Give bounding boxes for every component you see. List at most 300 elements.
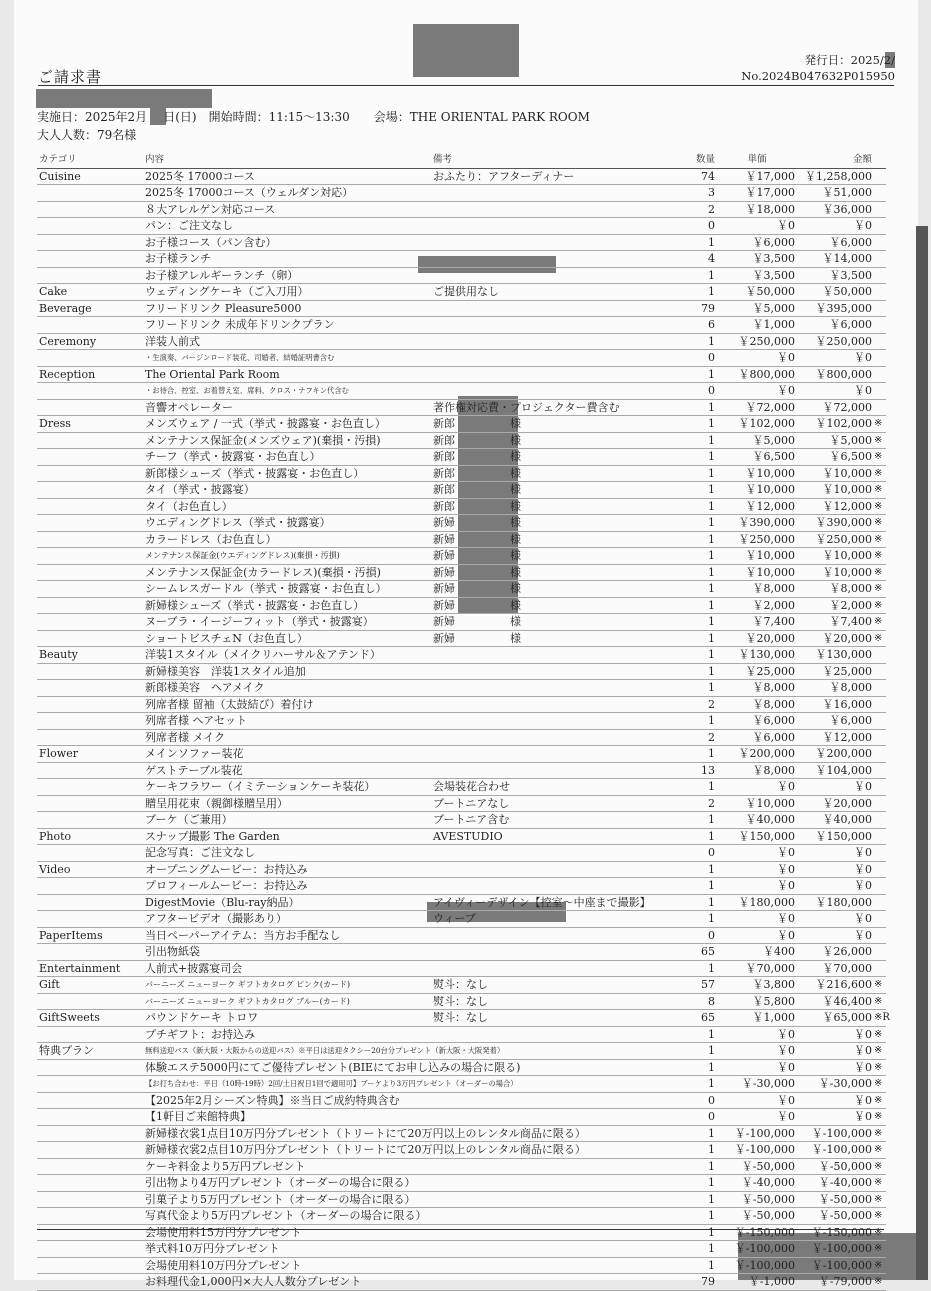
col-note: 備考	[433, 154, 453, 165]
table-row	[37, 251, 886, 268]
table-row	[37, 746, 886, 763]
row-content: お子様アレルギーランチ（卵）	[145, 268, 299, 282]
row-qty: 1	[708, 450, 715, 463]
row-qty: 1	[708, 582, 715, 595]
col-content: 内容	[145, 154, 165, 165]
row-content: メンテナンス保証金(カラードレス)(棄損・汚損)	[145, 565, 381, 579]
row-amount: ￥102,000	[815, 417, 872, 430]
table-row	[37, 466, 886, 483]
row-mark: ※	[874, 418, 883, 429]
table-row	[37, 1060, 886, 1077]
row-amount: ￥46,400	[822, 994, 872, 1008]
row-qty: 3	[708, 186, 715, 199]
row-unit-price: ￥0	[777, 912, 795, 925]
row-qty: 1	[708, 813, 715, 826]
row-content: 音響オペレーター	[145, 400, 233, 414]
row-qty: 1	[708, 631, 715, 645]
table-row	[37, 664, 886, 681]
row-qty: 8	[708, 994, 715, 1008]
row-amount: ￥0	[854, 846, 872, 859]
row-unit-price: ￥5,000	[752, 301, 795, 315]
row-amount: ￥-100,000	[811, 1143, 872, 1156]
row-content: 列席者様 ヘアセット	[145, 714, 248, 727]
table-row	[37, 515, 886, 532]
row-mark: ※	[874, 1094, 883, 1106]
row-content: 写真代金より5万円プレゼント（オーダーの場合に限る）	[145, 1209, 427, 1222]
row-unit-price: ￥70,000	[745, 961, 795, 975]
event-info	[37, 108, 590, 144]
row-content: ウェディングケーキ（ご入刀用）	[145, 285, 309, 298]
row-note: ウィーブ	[433, 912, 476, 925]
row-mark: ※	[874, 1111, 883, 1122]
row-mark: ※	[874, 1210, 883, 1221]
row-note: 熨斗：なし	[433, 1011, 488, 1024]
guest-count: 大人人数：79名様	[37, 128, 137, 142]
row-content: 当日ペーパーアイテム：当方お手配なし	[145, 928, 341, 942]
row-note: 新郎 様	[433, 433, 521, 447]
row-unit-price: ￥12,000	[745, 499, 795, 513]
row-mark: ※	[874, 1061, 883, 1073]
page-edge-shadow	[916, 226, 928, 1280]
row-amount: ￥1,258,000	[805, 169, 872, 183]
row-unit-price: ￥10,000	[745, 483, 795, 496]
row-content: アフタービデオ（撮影あり）	[145, 912, 288, 925]
table-row	[37, 763, 886, 780]
row-amount: ￥200,000	[815, 747, 872, 760]
table-row	[37, 433, 886, 450]
row-category: Beauty	[39, 648, 78, 661]
row-content: 会場使用料15万円分プレゼント	[145, 1225, 302, 1239]
row-content: チーフ（挙式・披露宴・お色直し）	[145, 450, 321, 463]
row-amount: ￥70,000	[822, 961, 872, 975]
row-content: ケーキフラワー（イミテーションケーキ装花）	[145, 780, 376, 793]
row-mark: ※	[874, 1226, 883, 1238]
row-qty: 65	[701, 1011, 715, 1024]
row-mark: ※	[874, 533, 883, 545]
row-unit-price: ￥50,000	[745, 285, 795, 298]
row-qty: 1	[708, 1027, 715, 1041]
row-qty: 1	[708, 780, 715, 793]
row-qty: 1	[708, 664, 715, 678]
row-amount: ￥-50,000	[818, 1192, 872, 1206]
row-content: 新婦様美容 洋装1スタイル追加	[145, 664, 306, 678]
row-content: お子様ランチ	[145, 252, 211, 265]
row-unit-price: ￥6,000	[752, 730, 795, 744]
row-content: 【2025年2月シーズン特典】※当日ご成約特典含む	[145, 1093, 400, 1107]
row-amount: ￥10,000	[822, 466, 872, 480]
row-content: 人前式+披露宴司会	[145, 961, 243, 975]
row-note: ブートニアなし	[433, 796, 510, 810]
row-mark: ※	[874, 1127, 883, 1139]
row-content: メインソファー装花	[145, 747, 244, 760]
row-qty: 1	[708, 648, 715, 661]
row-mark: ※	[874, 979, 883, 990]
row-content: DigestMovie（Blu-ray納品）	[145, 895, 300, 909]
row-note: 新婦 様	[433, 516, 521, 529]
row-qty: 1	[708, 268, 715, 282]
row-qty: 1	[708, 1044, 715, 1057]
issue-date: 発行日：2025/2/	[804, 53, 895, 67]
row-content: メンズウェア / 一式（挙式・披露宴・お色直し）	[145, 417, 386, 430]
row-content: ヌーブラ・イージーフィット（挙式・披露宴）	[145, 615, 374, 628]
row-unit-price: ￥7,400	[752, 615, 795, 628]
row-mark: ※	[874, 632, 883, 644]
redaction-block	[36, 89, 212, 108]
row-unit-price: ￥0	[777, 846, 795, 859]
row-content: お子様コース（パン含む）	[145, 235, 277, 249]
row-amount: ￥36,000	[822, 202, 872, 216]
table-row	[37, 367, 886, 384]
row-qty: 1	[708, 532, 715, 546]
row-qty: 0	[708, 384, 715, 397]
table-row	[37, 1274, 886, 1291]
row-qty: 1	[708, 598, 715, 612]
row-qty: 79	[701, 1275, 715, 1288]
row-amount: ￥14,000	[822, 252, 872, 265]
row-mark: ※	[874, 1045, 883, 1056]
row-unit-price: ￥72,000	[745, 400, 795, 414]
table-row	[37, 449, 886, 466]
row-mark: ※	[874, 1276, 883, 1287]
table-row	[37, 499, 886, 516]
row-mark: ※	[874, 484, 883, 495]
table-row	[37, 928, 886, 945]
row-unit-price: ￥3,800	[752, 978, 795, 991]
row-note: 著作権対応費・プロジェクター費含む	[433, 400, 620, 414]
table-row	[37, 1093, 886, 1110]
row-category: Gift	[39, 978, 60, 991]
table-row	[37, 944, 886, 961]
row-content: ブーケ（ご兼用）	[145, 813, 233, 826]
row-unit-price: ￥17,000	[745, 169, 795, 183]
row-mark: ※	[874, 550, 883, 561]
col-category: カテゴリ	[39, 154, 77, 165]
row-content: バーニーズ ニューヨーク ギフトカタログ ブルー(カード)	[145, 996, 350, 1006]
row-content: 2025冬 17000コース	[145, 169, 255, 183]
row-unit-price: ￥0	[777, 1110, 795, 1123]
row-mark: ※	[874, 517, 883, 528]
row-note: おふたり：アフターディナー	[433, 169, 575, 183]
row-category: PaperItems	[39, 928, 103, 942]
table-row	[37, 169, 886, 186]
row-unit-price: ￥0	[777, 1060, 795, 1074]
row-category: Photo	[39, 829, 72, 843]
row-mark: ※	[874, 1028, 883, 1040]
row-note: 新婦 様	[433, 565, 521, 579]
row-qty: 1	[708, 1209, 715, 1222]
row-amount: ￥40,000	[822, 813, 872, 826]
row-qty: 1	[708, 1176, 715, 1189]
row-amount: ￥250,000	[815, 532, 872, 546]
row-note: 新郎 様	[433, 483, 521, 496]
row-amount: ￥6,500	[829, 450, 872, 463]
row-mark: ※	[874, 995, 883, 1007]
row-amount: ￥390,000	[815, 516, 872, 529]
event-date-prefix: 実施日：2025年2月	[37, 110, 148, 124]
row-content: ショートビスチェN（お色直し）	[145, 631, 308, 645]
table-row	[37, 202, 886, 219]
row-qty: 1	[708, 895, 715, 909]
table-row	[37, 1126, 886, 1143]
row-content: 【お打ち合わせ：平日（10時-19時）2回/土日祝日1回で適用可】ブーケより3万円プレゼント（オーダーの場合）	[145, 1079, 518, 1088]
row-qty: 1	[708, 1077, 715, 1090]
table-row	[37, 647, 886, 664]
table-row	[37, 862, 886, 879]
table-row	[37, 1192, 886, 1209]
row-unit-price: ￥6,000	[752, 235, 795, 249]
table-row	[37, 532, 886, 549]
row-content: ゲストテーブル装花	[145, 763, 243, 777]
row-content: ウエディングドレス（挙式・披露宴）	[145, 516, 331, 529]
row-amount: ￥10,000	[822, 565, 872, 579]
row-qty: 1	[708, 714, 715, 727]
row-unit-price: ￥2,000	[752, 598, 795, 612]
row-mark: ※	[874, 1160, 883, 1172]
row-amount: ￥180,000	[815, 895, 872, 909]
table-row	[37, 878, 886, 895]
row-qty: 1	[708, 1192, 715, 1206]
row-amount: ￥5,000	[829, 433, 872, 447]
row-qty: 1	[708, 912, 715, 925]
row-unit-price: ￥10,000	[745, 466, 795, 480]
row-mark: ※	[874, 500, 883, 512]
redaction-block	[413, 24, 519, 77]
table-row	[37, 713, 886, 730]
row-amount: ￥72,000	[822, 400, 872, 414]
table-body	[37, 169, 890, 1291]
row-amount: ￥0	[854, 1093, 872, 1107]
row-content: タイ（お色直し）	[145, 499, 233, 513]
row-amount: ￥0	[854, 912, 872, 925]
row-amount: ￥0	[854, 780, 872, 793]
row-amount: ￥-100,000	[811, 1242, 872, 1255]
row-unit-price: ￥390,000	[738, 516, 795, 529]
table-row	[37, 548, 886, 565]
row-amount: ￥0	[854, 1060, 872, 1074]
row-qty: 1	[708, 961, 715, 975]
row-content: ケーキ料金より5万円プレゼント	[145, 1159, 306, 1173]
row-content: 無料送迎バス（新大阪・大阪からの送迎バス）※平日は送迎タクシー20台分プレゼント（新大阪・大阪発着）	[145, 1046, 505, 1055]
event-date-suffix: 日(日)	[163, 110, 197, 124]
table-row	[37, 911, 886, 928]
row-content: 引菓子より5万円プレゼント（オーダーの場合に限る）	[145, 1192, 416, 1206]
row-note: ご提供用なし	[433, 285, 499, 298]
row-unit-price: ￥0	[777, 384, 795, 397]
row-unit-price: ￥-1,000	[748, 1275, 795, 1288]
row-qty: 0	[708, 219, 715, 232]
table-row	[37, 961, 886, 978]
row-unit-price: ￥10,000	[745, 549, 795, 562]
table-row	[37, 1208, 886, 1225]
row-content: 洋装1スタイル（メイクリハーサル＆アテンド）	[145, 648, 381, 661]
table-row	[37, 1159, 886, 1176]
row-content: 列席者様 メイク	[145, 730, 226, 744]
table-row	[37, 994, 886, 1011]
row-unit-price: ￥-100,000	[734, 1258, 795, 1272]
row-content: パン：ご注文なし	[145, 219, 233, 232]
row-amount: ￥0	[854, 928, 872, 942]
row-amount: ￥25,000	[822, 664, 872, 678]
col-qty: 数量	[695, 154, 715, 165]
table-row	[37, 680, 886, 697]
row-qty: 6	[708, 318, 715, 331]
row-qty: 1	[708, 1126, 715, 1140]
table-row	[37, 185, 886, 202]
row-content: お料理代金1,000円×大人人数分プレゼント	[145, 1275, 362, 1288]
row-qty: 1	[708, 1060, 715, 1074]
table-row	[37, 829, 886, 846]
row-amount: ￥6,000	[829, 318, 872, 331]
row-amount: ￥0	[854, 1027, 872, 1041]
row-qty: 1	[708, 1159, 715, 1173]
row-unit-price: ￥102,000	[738, 417, 795, 430]
row-qty: 1	[708, 466, 715, 480]
row-amount: ￥216,600	[815, 978, 872, 991]
row-amount: ￥-150,000	[811, 1225, 872, 1239]
row-content: 【1軒目ご来館特典】	[145, 1110, 251, 1123]
row-amount: ￥-50,000	[818, 1159, 872, 1173]
table-row	[37, 598, 886, 615]
row-qty: 1	[708, 499, 715, 513]
row-unit-price: ￥400	[763, 945, 795, 958]
table-row	[37, 383, 886, 400]
row-amount: ￥20,000	[822, 631, 872, 645]
row-unit-price: ￥40,000	[745, 813, 795, 826]
row-mark: ※	[874, 1259, 883, 1271]
row-unit-price: ￥25,000	[745, 664, 795, 678]
row-amount: ￥0	[854, 879, 872, 892]
row-note: 新婦 様	[433, 549, 521, 562]
row-amount: ￥0	[854, 219, 872, 232]
row-unit-price: ￥0	[777, 1093, 795, 1107]
row-qty: 0	[708, 351, 715, 364]
row-note: AVESTUDIO	[433, 829, 503, 843]
table-row	[37, 977, 886, 994]
row-content: 新婦様衣裳1点目10万円分プレゼント（トリートにて20万円以上のレンタル商品に限る）	[145, 1126, 586, 1140]
row-amount: ￥250,000	[815, 334, 872, 348]
row-mark: ※	[874, 451, 883, 462]
row-unit-price: ￥180,000	[738, 895, 795, 909]
row-unit-price: ￥0	[777, 219, 795, 232]
row-content: メンテナンス保証金(メンズウェア)(棄損・汚損)	[145, 433, 381, 447]
table-row	[37, 1109, 886, 1126]
row-amount: ￥12,000	[822, 499, 872, 513]
row-unit-price: ￥6,500	[752, 450, 795, 463]
table-header	[37, 152, 886, 169]
row-category: GiftSweets	[39, 1011, 100, 1024]
table-row	[37, 268, 886, 285]
table-row	[37, 317, 886, 334]
row-content: The Oriental Park Room	[145, 367, 280, 381]
row-qty: 79	[701, 301, 715, 315]
row-unit-price: ￥800,000	[738, 367, 795, 381]
row-amount: ￥12,000	[822, 730, 872, 744]
table-row	[37, 730, 886, 747]
document-number: No.2024B047632P015950	[741, 69, 895, 83]
table-row	[37, 235, 886, 252]
table-row	[37, 581, 886, 598]
row-note: 熨斗：なし	[433, 978, 488, 991]
row-qty: 1	[708, 681, 715, 694]
row-note: 熨斗：なし	[433, 994, 488, 1008]
row-qty: 0	[708, 1110, 715, 1123]
row-unit-price: ￥130,000	[738, 648, 795, 661]
row-content: シームレスガードル（挙式・披露宴・お色直し）	[145, 582, 387, 595]
row-content: 新郎様シューズ（挙式・披露宴・お色直し）	[145, 466, 365, 480]
footer-rule	[37, 1229, 884, 1230]
row-amount: ￥8,000	[829, 681, 872, 694]
row-unit-price: ￥10,000	[745, 796, 795, 810]
row-content: 贈呈用花束（親御様贈呈用）	[145, 796, 288, 810]
row-content: タイ（挙式・披露宴）	[145, 483, 255, 496]
row-qty: 4	[708, 252, 715, 265]
row-amount: ￥104,000	[815, 763, 872, 777]
row-unit-price: ￥8,000	[752, 763, 795, 777]
row-qty: 1	[708, 367, 715, 381]
table-row	[37, 482, 886, 499]
row-amount: ￥3,500	[829, 268, 872, 282]
row-unit-price: ￥10,000	[745, 565, 795, 579]
row-note: アイヴィーデザイン【控室～中座まで撮影】	[433, 895, 651, 909]
row-unit-price: ￥1,000	[752, 318, 795, 331]
table-row	[37, 1142, 886, 1159]
row-category: Dress	[39, 417, 71, 430]
row-content: 新婦様シューズ（挙式・披露宴・お色直し）	[145, 598, 365, 612]
table-row	[37, 614, 886, 631]
row-content: 洋装人前式	[145, 334, 200, 348]
row-content: 会場使用料10万円分プレゼント	[145, 1258, 302, 1272]
row-category: Entertainment	[39, 961, 121, 975]
row-mark: ※	[874, 616, 883, 627]
row-qty: 2	[708, 202, 715, 216]
row-amount: ￥0	[854, 384, 872, 397]
row-unit-price: ￥3,500	[752, 268, 795, 282]
row-unit-price: ￥0	[777, 780, 795, 793]
row-unit-price: ￥8,000	[752, 582, 795, 595]
row-content: 2025冬 17000コース（ウェルダン対応）	[145, 186, 354, 199]
row-category: Ceremony	[39, 334, 97, 348]
row-unit-price: ￥1,000	[752, 1011, 795, 1024]
row-mark: ※	[874, 434, 883, 446]
table-row	[37, 697, 886, 714]
issue-info	[741, 52, 895, 84]
row-amount: ￥-30,000	[818, 1077, 872, 1090]
table-row	[37, 350, 886, 367]
row-content: 新郎様美容 ヘアメイク	[145, 681, 265, 694]
row-category: Reception	[39, 367, 96, 381]
row-amount: ￥50,000	[822, 285, 872, 298]
row-content: バーニーズ ニューヨーク ギフトカタログ ピンク(カード)	[145, 980, 351, 989]
row-qty: 0	[708, 1093, 715, 1107]
row-qty: 1	[708, 549, 715, 562]
row-mark: ※	[874, 1177, 883, 1188]
row-content: 引出物紙袋	[145, 945, 200, 958]
table-row	[37, 565, 886, 582]
row-unit-price: ￥-100,000	[734, 1242, 795, 1255]
row-qty: 1	[708, 747, 715, 760]
header-rule	[38, 85, 894, 86]
row-content: メンテナンス保証金(ウエディングドレス)(棄損・汚損)	[145, 551, 340, 560]
row-qty: 1	[708, 829, 715, 843]
row-note: 新婦 様	[433, 631, 521, 645]
row-amount: ￥6,000	[829, 235, 872, 249]
table-row	[37, 779, 886, 796]
table-row	[37, 400, 886, 417]
row-mark: ※	[874, 1243, 883, 1254]
row-amount: ￥6,000	[829, 714, 872, 727]
row-mark: ※	[874, 1193, 883, 1205]
row-amount: ￥0	[854, 862, 872, 876]
